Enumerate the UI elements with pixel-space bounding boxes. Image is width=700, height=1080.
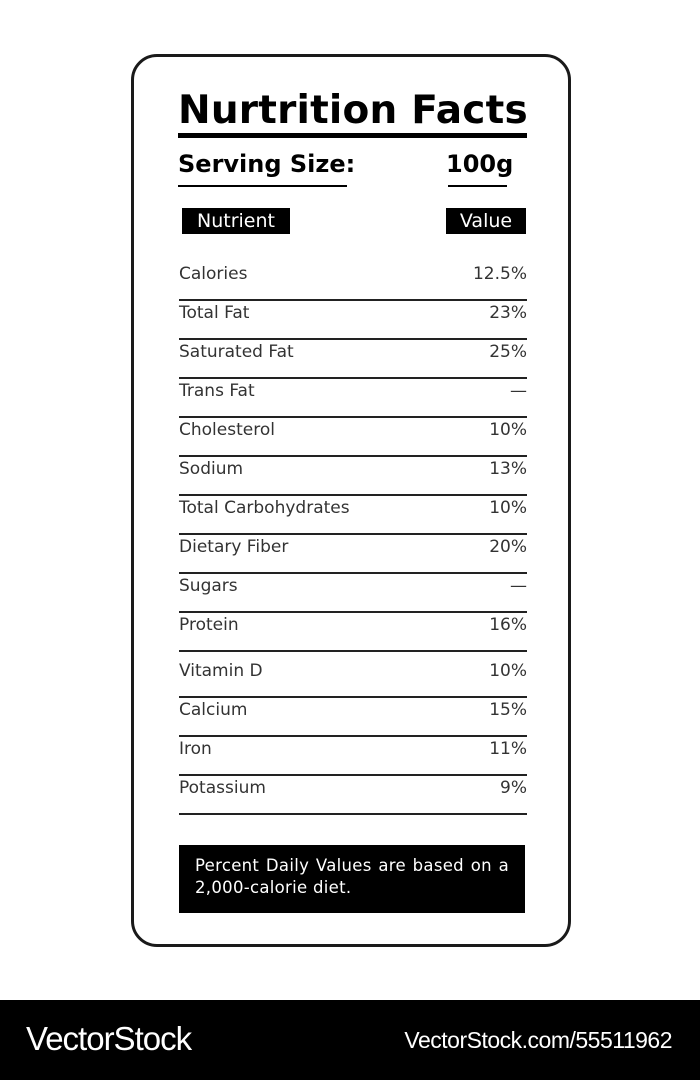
nutrient-value: — (510, 381, 527, 401)
column-header-nutrient: Nutrient (182, 208, 290, 234)
table-row (179, 457, 527, 496)
title-divider (178, 133, 527, 138)
nutrient-name: Protein (179, 615, 239, 635)
nutrient-value: 11% (489, 739, 527, 759)
nutrient-value: 15% (489, 700, 527, 720)
nutrient-value: 23% (489, 303, 527, 323)
nutrient-value: 10% (489, 420, 527, 440)
image-url: VectorStock.com/55511962 (404, 1027, 672, 1053)
nutrient-value: 13% (489, 459, 527, 479)
serving-value-underline (448, 185, 507, 187)
table-row (179, 379, 527, 418)
table-row (179, 698, 527, 737)
nutrient-name: Iron (179, 739, 212, 759)
nutrient-value: — (510, 576, 527, 596)
table-row (179, 301, 527, 340)
column-header-value: Value (446, 208, 526, 234)
nutrient-value: 10% (489, 661, 527, 681)
table-row (179, 496, 527, 535)
nutrient-name: Vitamin D (179, 661, 263, 681)
nutrient-table (179, 262, 527, 815)
nutrient-value: 9% (500, 778, 527, 798)
nutrient-name: Trans Fat (179, 381, 255, 401)
brand-logo: VectorStock (26, 1020, 192, 1057)
table-row (179, 659, 527, 698)
nutrient-name: Sodium (179, 459, 244, 479)
nutrient-value: 12.5% (472, 264, 527, 284)
table-row (179, 613, 527, 652)
nutrient-name: Calories (179, 264, 248, 284)
watermark-footer (0, 1000, 700, 1080)
table-row (179, 262, 527, 301)
label-title: Nurtrition Facts (178, 88, 528, 133)
daily-value-note: Percent Daily Values are based on a 2,000-calorie diet. (179, 845, 525, 913)
table-row (179, 340, 527, 379)
serving-size-underline (178, 185, 347, 187)
nutrient-value: 16% (489, 615, 527, 635)
table-row (179, 418, 527, 457)
nutrient-name: Dietary Fiber (179, 537, 289, 557)
nutrient-name: Total Carbohydrates (179, 498, 350, 518)
nutrient-name: Saturated Fat (179, 342, 294, 362)
nutrient-value: 20% (489, 537, 527, 557)
nutrient-name: Cholesterol (179, 420, 275, 440)
nutrient-name: Potassium (179, 778, 266, 798)
table-row (179, 737, 527, 776)
nutrient-value: 10% (489, 498, 527, 518)
nutrient-value: 25% (489, 342, 527, 362)
serving-size-value: 100g (446, 150, 514, 178)
nutrient-name: Total Fat (179, 303, 250, 323)
table-row (179, 535, 527, 574)
serving-size-label: Serving Size: (178, 150, 356, 178)
table-row (179, 574, 527, 613)
nutrient-name: Calcium (179, 700, 248, 720)
nutrient-name: Sugars (179, 576, 238, 596)
table-row (179, 776, 527, 815)
